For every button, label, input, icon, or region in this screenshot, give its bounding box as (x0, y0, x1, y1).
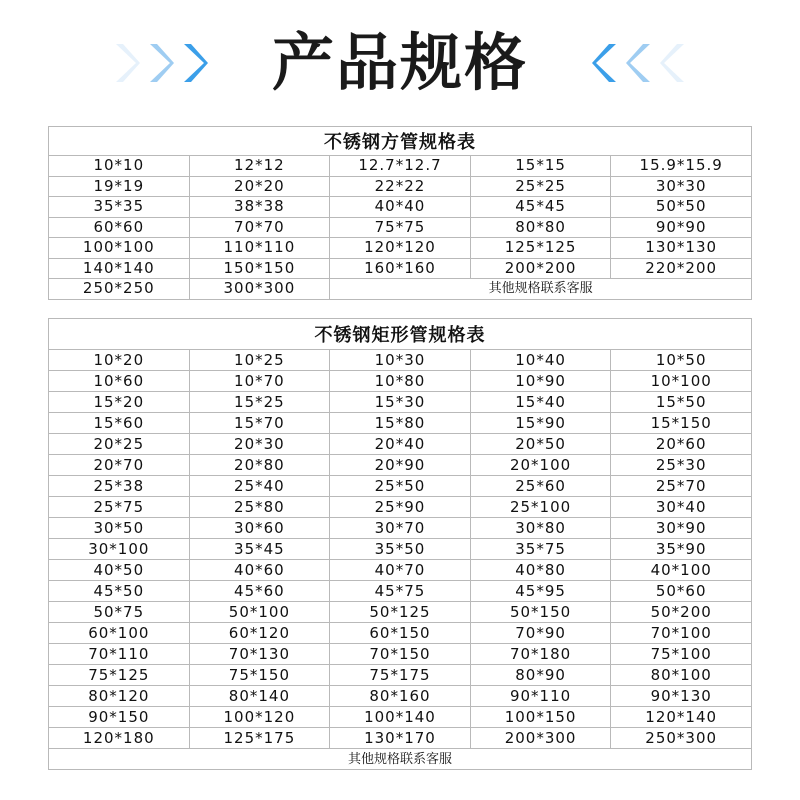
spec-cell: 220*200 (611, 258, 752, 279)
spec-cell: 15*25 (189, 392, 330, 413)
spec-cell: 25*60 (470, 476, 611, 497)
spec-cell: 100*140 (330, 707, 471, 728)
table-row (49, 476, 752, 497)
spec-cell: 25*70 (611, 476, 752, 497)
spec-cell: 130*130 (611, 238, 752, 259)
table-row (49, 560, 752, 581)
table-row (49, 434, 752, 455)
table-row (49, 258, 752, 279)
spec-cell: 15*40 (470, 392, 611, 413)
spec-cell: 10*80 (330, 371, 471, 392)
chevron-left-icon (660, 42, 686, 84)
chevron-left-icon (626, 42, 652, 84)
spec-cell: 25*80 (189, 497, 330, 518)
spec-cell: 130*170 (330, 728, 471, 749)
spec-cell: 30*90 (611, 518, 752, 539)
spec-cell: 10*70 (189, 371, 330, 392)
spec-cell: 200*200 (470, 258, 611, 279)
spec-cell: 80*80 (470, 217, 611, 238)
spec-cell: 50*75 (49, 602, 190, 623)
spec-cell: 160*160 (330, 258, 471, 279)
spec-cell: 200*300 (470, 728, 611, 749)
spec-cell: 90*150 (49, 707, 190, 728)
spec-cell: 45*60 (189, 581, 330, 602)
spec-cell: 75*125 (49, 665, 190, 686)
spec-cell: 60*150 (330, 623, 471, 644)
table-row (49, 728, 752, 749)
spec-cell: 15*20 (49, 392, 190, 413)
spec-cell: 12*12 (189, 156, 330, 177)
spec-cell: 300*300 (189, 279, 330, 300)
spec-cell: 12.7*12.7 (330, 156, 471, 177)
table-title: 不锈钢方管规格表 (49, 127, 752, 156)
spec-cell: 20*20 (189, 176, 330, 197)
spec-cell: 30*50 (49, 518, 190, 539)
spec-cell: 125*125 (470, 238, 611, 259)
table-row (49, 455, 752, 476)
spec-cell: 40*40 (330, 197, 471, 218)
spec-cell: 140*140 (49, 258, 190, 279)
spec-cell: 50*200 (611, 602, 752, 623)
spec-cell: 20*25 (49, 434, 190, 455)
spec-cell: 19*19 (49, 176, 190, 197)
table-row (49, 518, 752, 539)
spec-cell: 10*20 (49, 350, 190, 371)
table-row (49, 623, 752, 644)
spec-cell: 40*60 (189, 560, 330, 581)
spec-cell: 22*22 (330, 176, 471, 197)
spec-cell: 20*60 (611, 434, 752, 455)
table-row (49, 176, 752, 197)
spec-cell: 100*150 (470, 707, 611, 728)
spec-cell: 40*100 (611, 560, 752, 581)
spec-cell: 75*175 (330, 665, 471, 686)
table-body (49, 350, 752, 770)
spec-cell: 40*50 (49, 560, 190, 581)
spec-cell: 10*50 (611, 350, 752, 371)
spec-cell: 35*45 (189, 539, 330, 560)
spec-cell: 70*180 (470, 644, 611, 665)
spec-cell: 100*120 (189, 707, 330, 728)
spec-cell: 38*38 (189, 197, 330, 218)
spec-cell: 10*90 (470, 371, 611, 392)
spec-cell: 10*30 (330, 350, 471, 371)
spec-cell: 70*130 (189, 644, 330, 665)
spec-cell: 40*70 (330, 560, 471, 581)
spec-cell: 20*50 (470, 434, 611, 455)
spec-cell: 70*70 (189, 217, 330, 238)
spec-cell: 70*100 (611, 623, 752, 644)
table-row (49, 156, 752, 177)
spec-cell: 75*100 (611, 644, 752, 665)
spec-cell: 30*40 (611, 497, 752, 518)
spec-cell: 75*75 (330, 217, 471, 238)
spec-cell: 20*70 (49, 455, 190, 476)
spec-cell: 80*100 (611, 665, 752, 686)
spec-cell: 35*75 (470, 539, 611, 560)
spec-cell: 120*120 (330, 238, 471, 259)
spec-cell: 25*90 (330, 497, 471, 518)
table-row (49, 238, 752, 259)
spec-cell: 15*60 (49, 413, 190, 434)
spec-cell: 20*80 (189, 455, 330, 476)
spec-cell: 125*175 (189, 728, 330, 749)
spec-cell: 80*160 (330, 686, 471, 707)
spec-cell: 30*60 (189, 518, 330, 539)
spec-cell: 15*15 (470, 156, 611, 177)
table-row (49, 371, 752, 392)
spec-cell: 10*60 (49, 371, 190, 392)
spec-cell: 15*30 (330, 392, 471, 413)
table-row (49, 602, 752, 623)
spec-cell: 25*50 (330, 476, 471, 497)
spec-cell: 20*100 (470, 455, 611, 476)
table-row (49, 665, 752, 686)
spec-cell: 35*90 (611, 539, 752, 560)
spec-cell: 60*120 (189, 623, 330, 644)
spec-cell: 40*80 (470, 560, 611, 581)
spec-cell: 120*180 (49, 728, 190, 749)
spec-cell: 90*90 (611, 217, 752, 238)
spec-cell: 10*25 (189, 350, 330, 371)
table-row (49, 413, 752, 434)
spec-cell: 75*150 (189, 665, 330, 686)
spec-cell: 45*75 (330, 581, 471, 602)
spec-cell: 25*40 (189, 476, 330, 497)
table-row (49, 581, 752, 602)
spec-cell: 45*50 (49, 581, 190, 602)
spec-cell: 100*100 (49, 238, 190, 259)
spec-cell: 10*10 (49, 156, 190, 177)
spec-cell: 30*70 (330, 518, 471, 539)
spec-cell: 60*60 (49, 217, 190, 238)
spec-cell: 20*90 (330, 455, 471, 476)
spec-cell: 15*150 (611, 413, 752, 434)
spec-cell: 45*95 (470, 581, 611, 602)
table-title: 不锈钢矩形管规格表 (49, 319, 752, 350)
spec-cell: 20*30 (189, 434, 330, 455)
table-row (49, 539, 752, 560)
spec-cell: 80*140 (189, 686, 330, 707)
table-body (49, 156, 752, 300)
table-row (49, 392, 752, 413)
spec-cell: 90*110 (470, 686, 611, 707)
square-tube-spec-table (48, 126, 752, 300)
spec-cell: 120*140 (611, 707, 752, 728)
spec-cell: 25*38 (49, 476, 190, 497)
spec-cell: 150*150 (189, 258, 330, 279)
spec-cell: 25*100 (470, 497, 611, 518)
spec-cell: 90*130 (611, 686, 752, 707)
spec-cell: 10*40 (470, 350, 611, 371)
spec-cell: 50*125 (330, 602, 471, 623)
table-row (49, 686, 752, 707)
spec-cell: 80*120 (49, 686, 190, 707)
spec-cell: 50*60 (611, 581, 752, 602)
contact-note: 其他规格联系客服 (330, 279, 752, 300)
spec-cell: 250*300 (611, 728, 752, 749)
spec-cell: 70*90 (470, 623, 611, 644)
spec-cell: 25*75 (49, 497, 190, 518)
spec-cell: 25*25 (470, 176, 611, 197)
table-row (49, 350, 752, 371)
page-title: 产品规格 (271, 26, 528, 99)
spec-cell: 110*110 (189, 238, 330, 259)
spec-cell: 80*90 (470, 665, 611, 686)
spec-cell: 70*150 (330, 644, 471, 665)
table-row (49, 749, 752, 770)
spec-cell: 10*100 (611, 371, 752, 392)
spec-cell: 35*50 (330, 539, 471, 560)
spec-cell: 15.9*15.9 (611, 156, 752, 177)
spec-cell: 15*90 (470, 413, 611, 434)
spec-cell: 50*100 (189, 602, 330, 623)
spec-cell: 30*100 (49, 539, 190, 560)
spec-cell: 30*80 (470, 518, 611, 539)
spec-cell: 35*35 (49, 197, 190, 218)
table-row (49, 197, 752, 218)
spec-cell: 250*250 (49, 279, 190, 300)
table-row (49, 497, 752, 518)
spec-cell: 15*50 (611, 392, 752, 413)
spec-cell: 20*40 (330, 434, 471, 455)
spec-cell: 15*70 (189, 413, 330, 434)
spec-cell: 30*30 (611, 176, 752, 197)
spec-cell: 70*110 (49, 644, 190, 665)
table-row (49, 644, 752, 665)
chevron-left-icon (592, 42, 618, 84)
table-row (49, 279, 752, 300)
spec-cell: 50*150 (470, 602, 611, 623)
spec-cell: 45*45 (470, 197, 611, 218)
spec-cell: 15*80 (330, 413, 471, 434)
rect-tube-spec-table (48, 318, 752, 770)
spec-cell: 25*30 (611, 455, 752, 476)
table-row (49, 707, 752, 728)
page-header (0, 0, 800, 120)
spec-cell: 50*50 (611, 197, 752, 218)
table-row (49, 217, 752, 238)
contact-note: 其他规格联系客服 (49, 749, 752, 770)
spec-cell: 60*100 (49, 623, 190, 644)
